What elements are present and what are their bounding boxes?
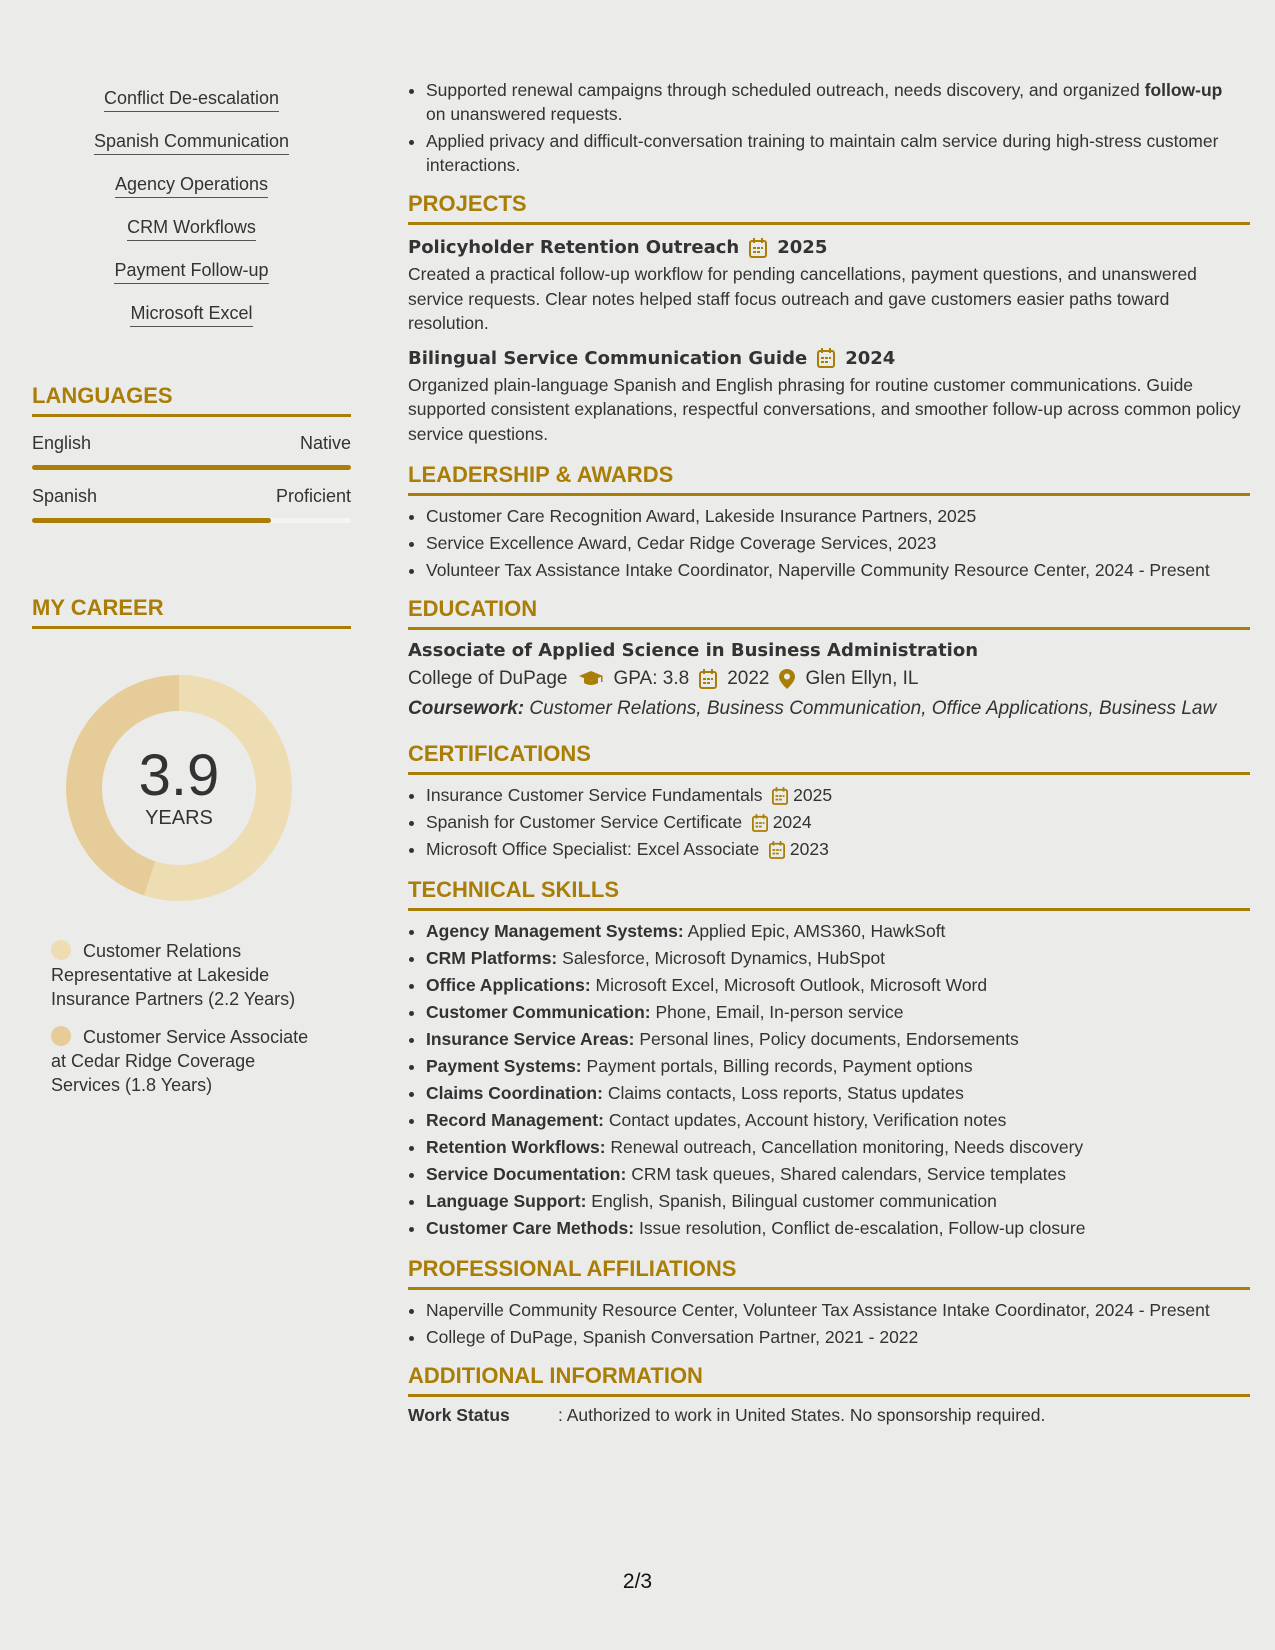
calendar-icon bbox=[749, 238, 767, 258]
skill-item bbox=[426, 1000, 1250, 1024]
skill-label: Record Management: bbox=[426, 1110, 604, 1130]
leadership-item: • Service Excellence Award, Cedar Ridge Coverage Services, 2023 bbox=[426, 531, 1234, 555]
experience-bullet bbox=[426, 78, 1234, 126]
career-legend-item bbox=[51, 1025, 321, 1097]
education-heading: EDUCATION bbox=[408, 596, 1250, 630]
graduation-cap-icon bbox=[578, 670, 604, 688]
page-number: 2/3 bbox=[622, 1570, 653, 1593]
calendar-icon bbox=[817, 348, 835, 368]
skill-label: Payment Systems: bbox=[426, 1056, 582, 1076]
skill-item bbox=[426, 919, 1250, 943]
calendar-icon bbox=[772, 787, 788, 805]
project-title: Policyholder Retention Outreach bbox=[408, 237, 740, 258]
work-status-label: Work Status bbox=[408, 1405, 510, 1425]
skill-label: Customer Care Methods: bbox=[426, 1218, 635, 1238]
skill-label: Claims Coordination: bbox=[426, 1083, 603, 1103]
skill-item bbox=[426, 1135, 1250, 1159]
project-item bbox=[408, 237, 1250, 336]
certification-list bbox=[408, 783, 1250, 861]
skill-value: Personal lines, Policy documents, Endorsements bbox=[639, 1029, 1019, 1049]
skill-value: Issue resolution, Conflict de-escalation, Follow-up closure bbox=[638, 1218, 1086, 1238]
technical-skills-heading: TECHNICAL SKILLS bbox=[408, 877, 1250, 911]
legend-dot bbox=[51, 1026, 71, 1046]
calendar-icon bbox=[752, 814, 768, 832]
bullet-bold-text: follow-up bbox=[1144, 80, 1223, 100]
skill-label: Insurance Service Areas: bbox=[426, 1029, 635, 1049]
affiliation-item: • Naperville Community Resource Center, Volunteer Tax Assistance Intake Coordinator, 2024 - Present bbox=[426, 1298, 1234, 1322]
projects-heading: PROJECTS bbox=[408, 191, 1250, 225]
language-item-english bbox=[32, 433, 351, 470]
leadership-item: • Volunteer Tax Assistance Intake Coordinator, Naperville Community Resource Center, 2024 - Present bbox=[426, 558, 1234, 582]
affiliations-list bbox=[408, 1298, 1234, 1349]
location-pin-icon bbox=[779, 669, 795, 689]
additional-info-heading: ADDITIONAL INFORMATION bbox=[408, 1363, 1250, 1397]
certification-name: Insurance Customer Service Fundamentals bbox=[426, 785, 763, 805]
project-description: Organized plain-language Spanish and English phrasing for routine customer communications. Guide supported consistent explanations, respectful conversations, and smoother follow-up across common policy service questions. bbox=[408, 374, 1241, 444]
skill-link[interactable]: Payment Follow-up bbox=[114, 260, 268, 284]
skill-value: Salesforce, Microsoft Dynamics, HubSpot bbox=[562, 948, 886, 968]
skill-links bbox=[32, 88, 351, 327]
certification-item bbox=[426, 837, 1250, 861]
affiliation-item: • College of DuPage, Spanish Conversation Partner, 2021 - 2022 bbox=[426, 1325, 1234, 1349]
skill-value: Phone, Email, In-person service bbox=[655, 1002, 904, 1022]
language-name: Spanish bbox=[32, 486, 98, 506]
skill-item bbox=[426, 1108, 1250, 1132]
language-level: Native bbox=[299, 433, 351, 453]
project-description: Created a practical follow-up workflow for pending cancellations, payment questions, and unanswered service requests. Clear notes helped staff focus outreach and gave customers easier paths toward resolution. bbox=[408, 264, 1197, 333]
languages-heading: LANGUAGES bbox=[32, 383, 351, 417]
skill-label: CRM Platforms: bbox=[426, 948, 558, 968]
skill-item bbox=[426, 1054, 1250, 1078]
calendar-icon bbox=[769, 841, 785, 859]
skill-item bbox=[426, 1189, 1250, 1213]
skill-label: Customer Communication: bbox=[426, 1002, 651, 1022]
career-legend-text: Customer Service Associate at Cedar Ridge Coverage Services (1.8 Years) bbox=[51, 1027, 309, 1095]
skill-label: Language Support: bbox=[426, 1191, 587, 1211]
certification-name: Microsoft Office Specialist: Excel Associate bbox=[426, 839, 760, 859]
project-item bbox=[408, 348, 1250, 447]
skill-item bbox=[426, 1162, 1250, 1186]
skill-item bbox=[426, 946, 1250, 970]
left-column bbox=[32, 82, 351, 1111]
career-legend-text: Customer Relations Representative at Lakeside Insurance Partners (2.2 Years) bbox=[51, 941, 296, 1009]
education-location: Glen Ellyn, IL bbox=[805, 668, 919, 689]
coursework bbox=[408, 696, 1228, 721]
certification-year: 2023 bbox=[789, 839, 829, 859]
skill-link[interactable]: Agency Operations bbox=[115, 174, 268, 198]
degree-title: Associate of Applied Science in Business Administration bbox=[408, 640, 979, 661]
career-total-unit: YEARS bbox=[145, 807, 213, 829]
coursework-list: Customer Relations, Business Communication, Office Applications, Business Law bbox=[529, 698, 1217, 719]
certification-name: Spanish for Customer Service Certificate bbox=[426, 812, 743, 832]
calendar-icon bbox=[699, 669, 717, 689]
skill-value: Claims contacts, Loss reports, Status updates bbox=[607, 1083, 964, 1103]
technical-skills-list bbox=[408, 919, 1250, 1240]
skill-link[interactable]: Spanish Communication bbox=[94, 131, 289, 155]
certification-item bbox=[426, 783, 1250, 807]
skill-value: CRM task queues, Shared calendars, Service templates bbox=[631, 1164, 1066, 1184]
project-title: Bilingual Service Communication Guide bbox=[408, 347, 808, 369]
certification-item bbox=[426, 810, 1250, 834]
right-column bbox=[408, 78, 1250, 1426]
coursework-label: Coursework: bbox=[408, 698, 525, 719]
skill-value: Microsoft Excel, Microsoft Outlook, Microsoft Word bbox=[595, 975, 988, 995]
career-donut bbox=[66, 675, 292, 901]
language-bar-fill bbox=[32, 518, 271, 523]
skill-label: Service Documentation: bbox=[426, 1164, 627, 1184]
project-year: 2024 bbox=[845, 347, 896, 369]
skill-link[interactable]: CRM Workflows bbox=[127, 217, 256, 241]
language-bar bbox=[32, 518, 351, 523]
work-status-row bbox=[408, 1405, 1250, 1426]
leadership-list bbox=[408, 504, 1234, 582]
language-name: English bbox=[32, 433, 92, 453]
language-level: Proficient bbox=[275, 486, 351, 506]
graduation-year: 2022 bbox=[727, 668, 770, 689]
skill-label: Agency Management Systems: bbox=[426, 921, 684, 941]
skill-item bbox=[426, 1216, 1250, 1240]
language-item-spanish bbox=[32, 486, 351, 523]
skill-link[interactable]: Conflict De-escalation bbox=[104, 88, 279, 112]
experience-bullets bbox=[408, 78, 1234, 177]
language-bar-fill bbox=[32, 465, 351, 470]
leadership-item: • Customer Care Recognition Award, Lakeside Insurance Partners, 2025 bbox=[426, 504, 1234, 528]
certification-year: 2025 bbox=[793, 785, 833, 805]
skill-label: Office Applications: bbox=[426, 975, 591, 995]
school-name: College of DuPage bbox=[408, 668, 568, 689]
project-year: 2025 bbox=[777, 237, 828, 258]
skill-value: English, Spanish, Bilingual customer communication bbox=[591, 1191, 997, 1211]
certifications-heading: CERTIFICATIONS bbox=[408, 741, 1250, 775]
skill-value: Renewal outreach, Cancellation monitoring, Needs discovery bbox=[610, 1137, 1084, 1157]
bullet-text: on unanswered requests. bbox=[426, 104, 623, 124]
career-heading: MY CAREER bbox=[32, 595, 351, 629]
experience-bullet: • Applied privacy and difficult-conversation training to maintain calm service during high-stress customer interactions. bbox=[426, 129, 1234, 177]
career-legend bbox=[51, 939, 351, 1097]
skill-value: Payment portals, Billing records, Payment options bbox=[586, 1056, 973, 1076]
legend-dot bbox=[51, 940, 71, 960]
affiliations-heading: PROFESSIONAL AFFILIATIONS bbox=[408, 1256, 1250, 1290]
certification-year: 2024 bbox=[772, 812, 812, 832]
skill-value: Applied Epic, AMS360, HawkSoft bbox=[687, 921, 946, 941]
career-legend-item bbox=[51, 939, 321, 1011]
skill-label: Retention Workflows: bbox=[426, 1137, 606, 1157]
education-meta bbox=[408, 668, 1250, 690]
skill-item bbox=[426, 1081, 1250, 1105]
gpa: GPA: 3.8 bbox=[613, 668, 690, 689]
career-total-years: 3.9 bbox=[138, 743, 220, 808]
language-bar bbox=[32, 465, 351, 470]
work-status-value: : Authorized to work in United States. No sponsorship required. bbox=[558, 1405, 1046, 1425]
skill-item bbox=[426, 1027, 1250, 1051]
skill-item bbox=[426, 973, 1250, 997]
bullet-text: Supported renewal campaigns through scheduled outreach, needs discovery, and organized bbox=[426, 80, 1145, 100]
skill-link[interactable]: Microsoft Excel bbox=[130, 303, 252, 327]
leadership-heading: LEADERSHIP & AWARDS bbox=[408, 462, 1250, 496]
skill-value: Contact updates, Account history, Verification notes bbox=[608, 1110, 1007, 1130]
